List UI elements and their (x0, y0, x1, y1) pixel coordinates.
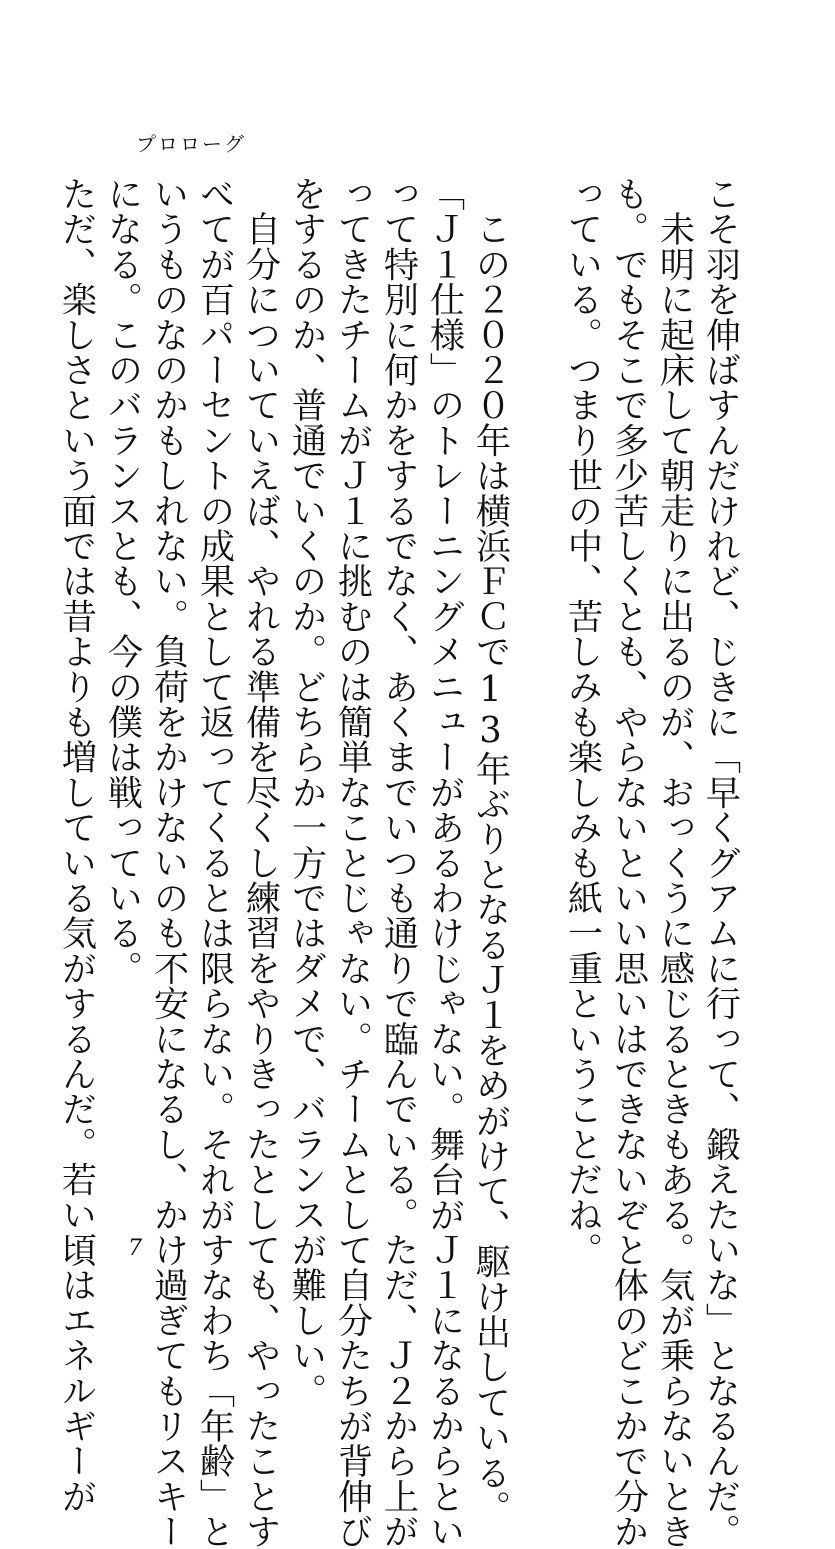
text-line: べてが百パーセントの成果として返ってくるとは限らない。それがすなわち「年齢」と (194, 176, 235, 1549)
text-line: こそ羽を伸ばすんだけれど、じきに「早くグアムに行って、鍛えたいな」となるんだ。 (700, 176, 741, 1549)
text-line: ただ、楽しさという面では昔よりも増している気がするんだ。若い頃はエネルギーが (56, 176, 97, 1514)
text-line: いうものなのかもしれない。負荷をかけないのも不安になるし、かけ過ぎてもリスキー (148, 176, 189, 1549)
running-header: プロローグ (136, 132, 246, 156)
text-line: も。でもそこで多少苦しくとも、やらないといい思いはできないぞと体のどこかで分か (608, 176, 649, 1549)
text-line: っている。つまり世の中、苦しみも楽しみも紙一重ということだね。 (562, 176, 603, 1268)
text-line: 「Ｊ１仕様」のトレーニングメニューがあるわけじゃない。舞台がＪ１になるからとい (424, 176, 465, 1549)
page-number: 7 (128, 1236, 142, 1261)
text-line: って特別に何かをするでなく、あくまでいつも通りで臨んでいる。ただ、Ｊ２から上が (378, 176, 419, 1549)
text-line: をするのか、普通でいくのか。どちらか一方ではダメで、バランスが難しい。 (286, 176, 327, 1408)
text-line: この２０２０年は横浜ＦＣで13年ぶりとなるＪ１をめがけて、駆け出している。 (470, 176, 511, 1526)
text-line: ってきたチームがＪ１に挑むのは簡単なことじゃない。チームとして自分たちが背伸び (332, 176, 373, 1549)
paragraph-break (513, 176, 559, 1216)
vertical-body-text (53, 176, 743, 1549)
text-line: になる。このバランスとも、今の僕は戦っている。 (102, 176, 143, 986)
text-line: 未明に起床して朝走りに出るのが、おっくうに感じるときもある。気が乗らないとき (654, 176, 695, 1549)
text-line: 自分についていえば、やれる準備を尽くし練習をやりきったとしても、やったことす (240, 176, 281, 1549)
